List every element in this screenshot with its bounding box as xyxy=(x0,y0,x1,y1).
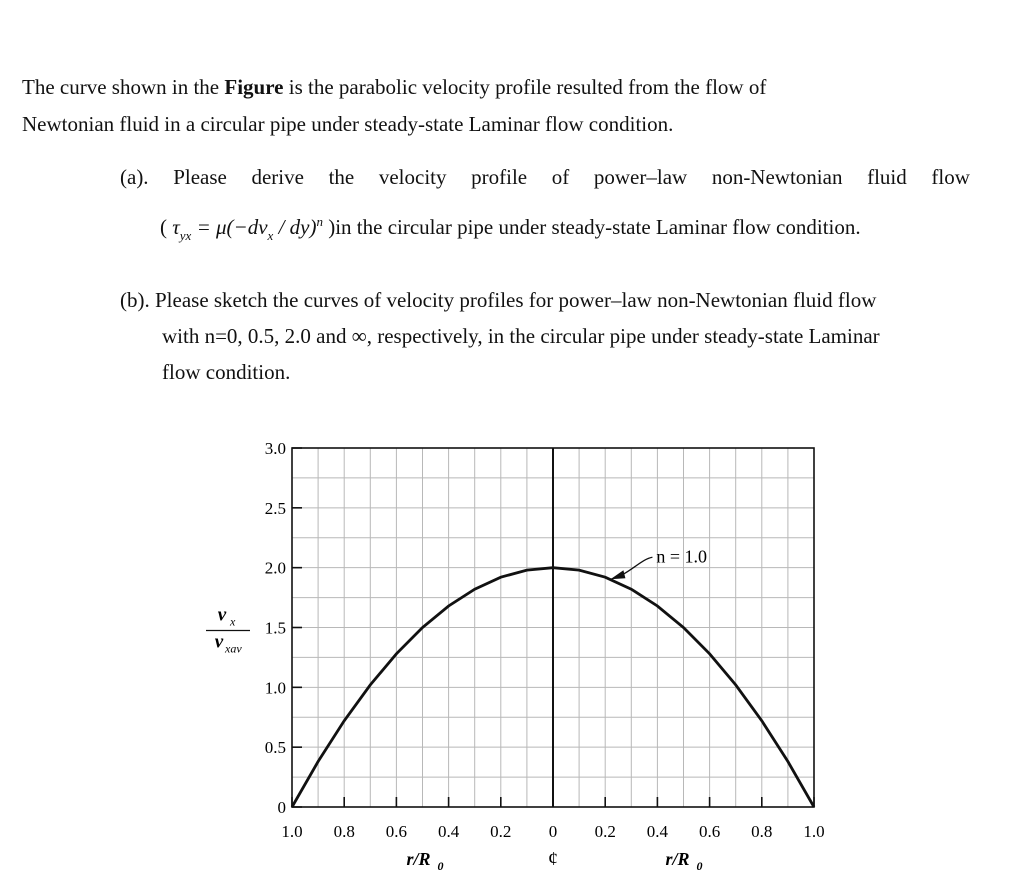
y-axis-label xyxy=(206,605,250,656)
part-a-word: flow xyxy=(931,165,970,189)
y-tick-label: 0.5 xyxy=(264,738,286,758)
part-a-word: (a). xyxy=(120,165,149,189)
x-tick-label: 0.4 xyxy=(646,822,669,841)
part-a-word: the xyxy=(328,165,355,189)
x-tick-label: 0.8 xyxy=(751,822,773,841)
y-tick-label: 1.5 xyxy=(264,618,286,638)
y-axis-ticks xyxy=(265,439,302,817)
x-tick-label: 0.6 xyxy=(385,822,408,841)
part-a-word: power–law xyxy=(593,165,688,189)
centerline-symbol: ¢ xyxy=(548,848,558,870)
part-b-line-1: (b). Please sketch the curves of velocity profiles for power–law non-Newtonian fluid flow xyxy=(120,288,877,312)
part-b-line-2-post: , respectively, in the circular pipe under steady-state Laminar xyxy=(366,324,880,348)
part-a-word: of xyxy=(551,165,570,189)
part-a-word: profile xyxy=(471,165,528,189)
x-tick-label: 0.4 xyxy=(437,822,460,841)
y-tick-label: 1.0 xyxy=(264,678,286,698)
part-b-line-3: flow condition. xyxy=(162,360,291,384)
formula-tau: τ xyxy=(172,215,180,239)
formula-exponent: n xyxy=(316,214,323,229)
x-label-right: r/R xyxy=(665,849,690,869)
curve-annotation xyxy=(610,546,707,579)
y-tick-label: 0 xyxy=(277,798,286,817)
formula-tau-subscript: yx xyxy=(179,228,192,243)
x-tick-label: 0.6 xyxy=(698,822,721,841)
x-label-right-sub: 0 xyxy=(696,859,703,873)
x-axis-ticks xyxy=(281,797,824,841)
y-label-denominator-sub: xav xyxy=(225,641,242,656)
formula-end: / dy) xyxy=(273,215,317,239)
part-b-line-2-pre: with n=0, 0.5, 2.0 and xyxy=(162,324,352,348)
y-tick-label: 3.0 xyxy=(264,439,286,458)
part-a-word: derive xyxy=(251,165,304,189)
formula-middle: = μ(−dv xyxy=(191,215,268,239)
part-a-word: velocity xyxy=(378,165,447,189)
infinity-symbol: ∞ xyxy=(351,324,367,348)
intro-line-2: Newtonian fluid in a circular pipe under steady-state Laminar flow condition. xyxy=(22,112,674,136)
formula-v-subscript: x xyxy=(267,228,274,243)
annotation-label: n = 1.0 xyxy=(656,546,708,567)
intro-text-post: is the parabolic velocity profile resulted from the flow of xyxy=(283,75,767,99)
intro-text-pre: The curve shown in the xyxy=(22,75,225,99)
part-a-word: non-Newtonian xyxy=(711,165,843,189)
annotation-arrowhead xyxy=(610,570,625,579)
part-a-word: Please xyxy=(173,165,227,189)
y-label-numerator: v xyxy=(217,604,227,626)
x-tick-label: 1.0 xyxy=(281,822,303,841)
part-a-line-2-text: )in the circular pipe under steady-state Laminar flow condition. xyxy=(322,215,861,239)
figure-reference: Figure xyxy=(224,75,284,99)
x-tick-label: 0 xyxy=(548,822,558,841)
x-tick-label: 0.2 xyxy=(490,822,512,841)
y-tick-label: 2.5 xyxy=(264,498,286,518)
y-label-denominator: v xyxy=(214,631,224,653)
x-label-left: r/R xyxy=(406,849,431,869)
x-label-left-sub: 0 xyxy=(437,859,444,873)
part-a-word: fluid xyxy=(867,165,907,189)
y-label-numerator-sub: x xyxy=(230,614,236,629)
y-tick-label: 2.0 xyxy=(264,558,286,578)
formula-open: ( xyxy=(160,215,173,239)
x-tick-label: 1.0 xyxy=(803,822,825,841)
x-tick-label: 0.2 xyxy=(594,822,616,841)
x-tick-label: 0.8 xyxy=(333,822,355,841)
x-axis-labels xyxy=(406,848,702,873)
